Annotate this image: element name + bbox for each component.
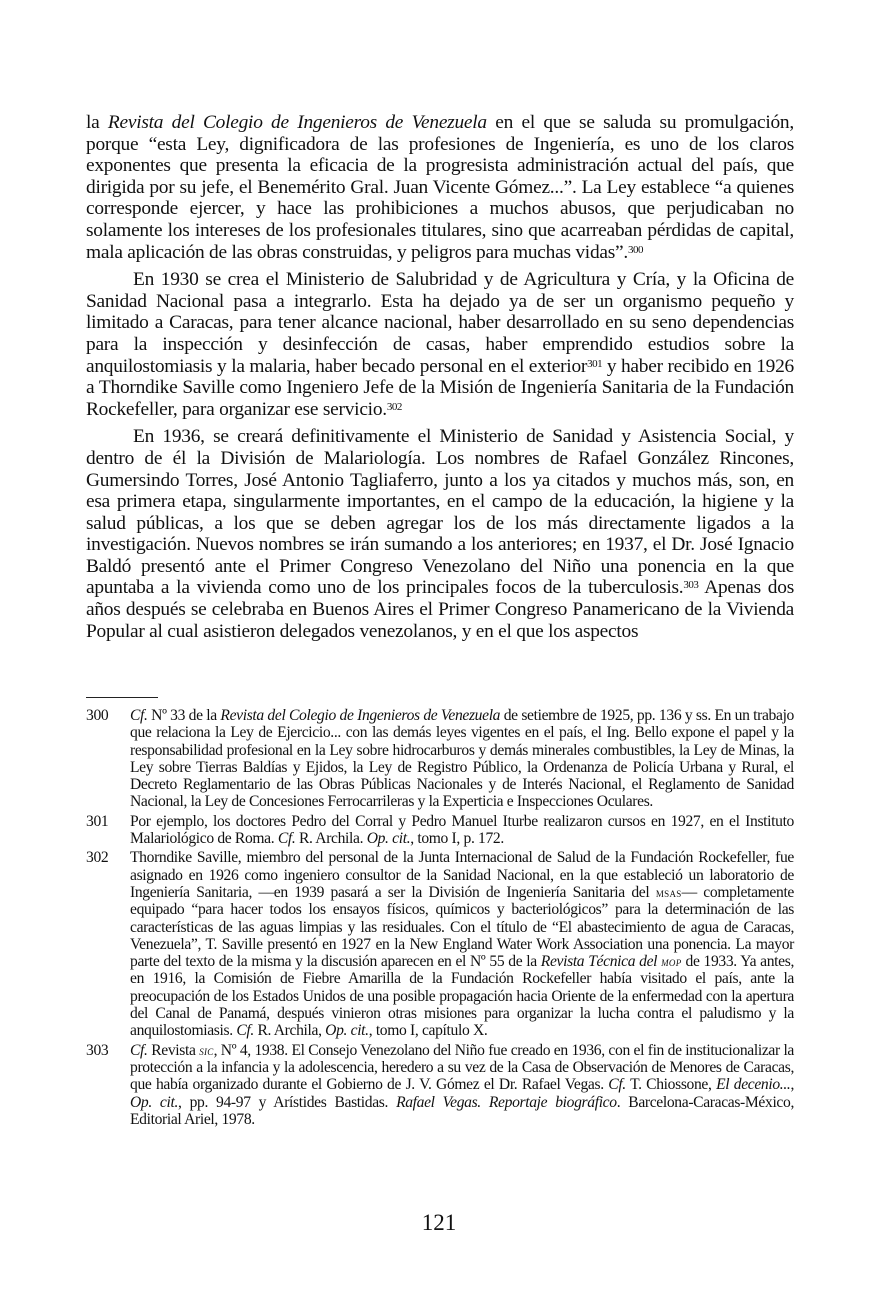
footnote-text: Cf. Revista sic, Nº 4, 1938. El Consejo Venezolano del Niño fue creado en 1936, con el fin de institucionalizar la protección a la infancia y la adolescencia, heredero a su vez de la Casa de Observación de Menores de Caracas, que había organizado durante el Gobierno de J. V. Gómez el Dr. Rafael Vegas. Cf. T. Chiossone, El decenio..., Op. cit., pp. 94-97 y Arístides Bastidas. Rafael Vegas. Reportaje biográfico. Barcelona-Caracas-México, Editorial Ariel, 1978. bbox=[130, 1041, 794, 1128]
footnote-302 bbox=[86, 849, 794, 1039]
paragraph-1: la Revista del Colegio de Ingenieros de Venezuela en el que se saluda su promulgación, porque “esta Ley, dignificadora de las profesiones de Ingeniería, es uno de los claros exponentes que presenta la eficacia de la progresista administración actual del país, que dirigida por su jefe, el Benemérito Gral. Juan Vicente Gómez...”. La Ley establece “a quienes corresponde ejercer, y hace las prohibiciones a muchos abusos, que perjudicaban no solamente los intereses de los profesionales titulares, sino que acarreaban pérdidas de capital, mala aplicación de las obras construidas, y peligros para muchas vidas”.$^{300}$ bbox=[86, 112, 794, 263]
footnote-303 bbox=[86, 1042, 794, 1128]
footnote-ref-300[interactable]: 300 bbox=[628, 243, 643, 256]
footnote-number: 300 bbox=[86, 707, 109, 724]
paragraph-3: En 1936, se creará definitivamente el Ministerio de Sanidad y Asistencia Social, y dentro de él la División de Malariología. Los nombres de Rafael González Rincones, Gumersindo Torres, José Antonio Tagliaferro, junto a los ya citados y muchos más, son, en esa primera etapa, singularmente importantes, en el campo de la educación, la higiene y la salud públicas, a los que se deben agregar los de los más directamente ligados a la investigación. Nuevos nombres se irán sumando a los anteriores; en 1937, el Dr. José Ignacio Baldó presentó ante el Primer Congreso Venezolano del Niño una ponencia en la que apuntaba a la vivienda como uno de los principales focos de la tuberculosis.$^{303}$ Apenas dos años después se celebraba en Buenos Aires el Primer Congreso Panamericano de la Vivienda Popular al cual asistieron delegados venezolanos, y en el que los aspectos bbox=[86, 426, 794, 642]
footnote-ref-303[interactable]: 303 bbox=[683, 579, 699, 592]
journal-title: Revista del Colegio de Ingenieros de Venezuela bbox=[107, 112, 487, 133]
footnote-300 bbox=[86, 707, 794, 811]
footnote-text: Por ejemplo, los doctores Pedro del Corral y Pedro Manuel Iturbe realizaron cursos en 1927, en el Instituto Malariológico de Roma. Cf. R. Archila. Op. cit., tomo I, p. 172. bbox=[130, 812, 794, 848]
footnotes bbox=[86, 707, 794, 1130]
footnote-text: Thorndike Saville, miembro del personal de la Junta Internacional de Salud de la Fundación Rockefeller, fue asignado en 1926 como ingeniero consultor de la Sanidad Nacional, en la que estableció un laboratorio de Ingeniería Sanitaria, —en 1939 pasará a ser la División de Ingeniería Sanitaria del msas— completamente equipado “para hacer todos los ensayos físicos, químicos y bacteriológicos” para la determinación de las características de las aguas limpias y las residuales. Con el título de “El abastecimiento de agua de Caracas, Venezuela”, T. Saville presentó en 1927 en la New England Water Work Association una ponencia. La mayor parte del texto de la misma y la discusión aparecen en el Nº 55 de la Revista Técnica del mop de 1933. Ya antes, en 1916, la Comisión de Fiebre Amarilla de la Fundación Rockefeller había visitado el país, ante la preocupación de los Estados Unidos de una posible propagación hacia Oriente de la enfermedad con la apertura del Canal de Panamá, después vinieron otras misiones para organizar la lucha contra el paludismo y la anquilostomiasis. Cf. R. Archila, Op. cit., tomo I, capítulo X. bbox=[130, 849, 795, 1040]
footnote-ref-301[interactable]: 301 bbox=[587, 357, 603, 370]
footnote-separator bbox=[86, 697, 158, 698]
footnote-301 bbox=[86, 813, 794, 848]
main-body-text bbox=[86, 112, 794, 648]
footnote-ref-302[interactable]: 302 bbox=[386, 400, 402, 413]
footnote-number: 303 bbox=[86, 1041, 109, 1059]
footnote-number: 302 bbox=[86, 849, 109, 867]
footnote-text: Cf. Nº 33 de la Revista del Colegio de Ingenieros de Venezuela de setiembre de 1925, pp. 136 y ss. En un trabajo que relaciona la Ley de Ejercicio... con las demás leyes vigentes en el país, el Ing. Bello expone el papel y la responsabilidad profesional en la Ley sobre hidrocarburos y demás minerales combustibles, la Ley de Minas, la Ley sobre Tierras Baldías y Ejidos, la Ley de Registro Público, la Ordenanza de Policía Urbana y Rural, el Decreto Reglamentario de las Obras Públicas Nacionales y de Interés Nacional, el Reglamento de Sanidad Nacional, la Ley de Concesiones Ferrocarrileras y la Experticia e Inspecciones Oculares. bbox=[130, 707, 794, 811]
page-number: 121 bbox=[421, 1210, 457, 1235]
paragraph-2: En 1930 se crea el Ministerio de Salubridad y de Agricultura y Cría, y la Oficina de Sanidad Nacional pasa a integrarlo. Esta ha dejado ya de ser un organismo pequeño y limitado a Caracas, para tener alcance nacional, haber desarrollado en su seno dependencias para la inspección y desinfección de casas, haber emprendido estudios sobre la anquilostomiasis y la malaria, haber becado personal en el exterior$^{301}$ y haber recibido en 1926 a Thorndike Saville como Ingeniero Jefe de la Misión de Ingeniería Sanitaria de la Fundación Rockefeller, para organizar ese servicio.$^{302}$ bbox=[86, 269, 794, 420]
footnote-number: 301 bbox=[86, 812, 109, 830]
